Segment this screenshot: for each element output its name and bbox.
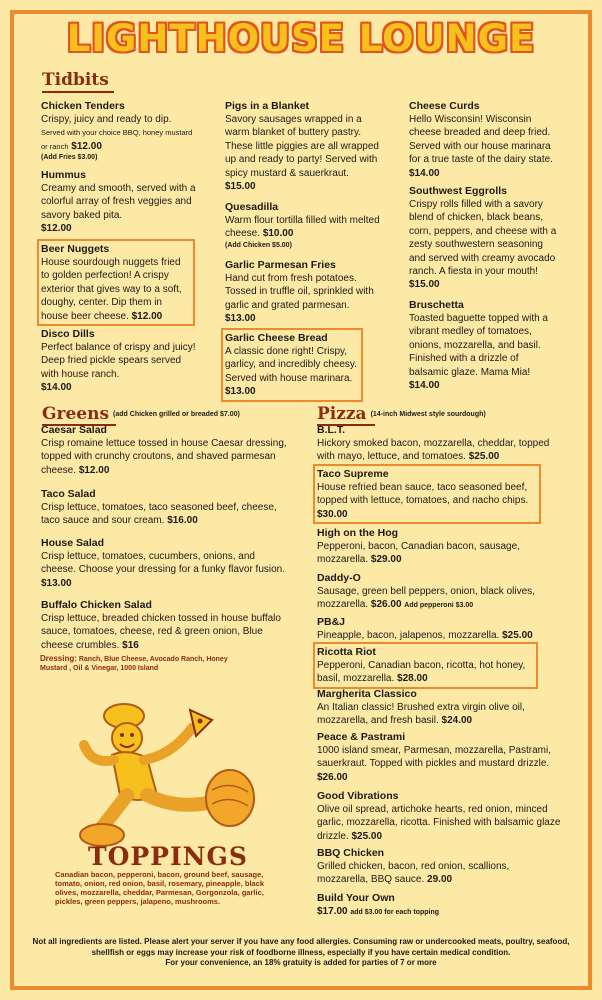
item-name: Garlic Parmesan Fries: [225, 259, 336, 271]
menu-item-build-your-own-pizza: [317, 891, 567, 919]
section-greens: [42, 404, 240, 425]
menu-title: LIGHTHOUSE LOUNGE: [66, 17, 536, 60]
menu-item-garlic-cheese-bread: [221, 328, 363, 402]
item-price: $25.00: [351, 830, 383, 842]
item-desc: Crisp lettuce, tomatoes, taco seasoned beef, cheese, taco sauce and sour cream.: [41, 502, 277, 527]
item-price: $16: [122, 639, 139, 651]
item-price: $14.00: [41, 382, 72, 394]
item-extra: (Add Fries $3.00): [41, 154, 98, 162]
section-label: Greens: [42, 404, 110, 424]
item-desc: Creamy and smooth, served with a colorful array of fresh veggies and savory baked pita.: [41, 183, 196, 221]
item-name: Southwest Eggrolls: [409, 185, 508, 197]
item-name: Taco Salad: [41, 488, 96, 500]
item-name: House Salad: [41, 537, 105, 549]
item-name: Garlic Cheese Bread: [225, 332, 328, 344]
item-desc: Hand cut from fresh potatoes. Tossed in truffle oil, sprinkled with garlic and grated parmesan.: [225, 273, 374, 311]
item-price: $26.00: [370, 599, 402, 611]
item-desc: Pepperoni, bacon, Canadian bacon, sausage, mozzarella.: [317, 541, 520, 566]
item-desc: Crisp lettuce, tomatoes, cucumbers, onions, and cheese. Choose your dressing for a funky flavor fusion.: [41, 551, 286, 576]
menu-item-good-vibrations-pizza: [317, 789, 567, 843]
item-desc: Crispy rolls filled with a savory blend of chicken, black beans, corn, peppers, and cheese with a zesty southwestern seasoning and served with creamy avocado ranch. A fiesta in your mouth!: [409, 199, 557, 278]
item-price: $15.00: [225, 181, 256, 193]
item-name: Buffalo Chicken Salad: [41, 599, 152, 611]
item-desc: Sausage, green bell peppers, onion, black olives, mozzarella.: [317, 586, 535, 611]
item-price: $13.00: [225, 386, 256, 398]
item-price: $12.00: [71, 140, 102, 152]
menu-item-bruschetta: [409, 298, 559, 392]
menu-item-beer-nuggets: [37, 239, 195, 326]
item-name: Bruschetta: [409, 299, 464, 311]
item-name: PB&J: [317, 616, 346, 628]
menu-item-ricotta-riot-pizza: [313, 642, 538, 689]
toppings-title: TOPPINGS: [88, 842, 248, 871]
menu-item-house-salad: [41, 536, 291, 590]
item-desc: Crisp romaine lettuce tossed in house Caesar dressing, topped with crunchy croutons, and shaved parmesan cheese.: [41, 438, 287, 476]
item-desc: Grilled chicken, bacon, red onion, scallions, mozzarella, BBQ sauce.: [317, 861, 510, 886]
item-name: Disco Dills: [41, 328, 95, 340]
menu-item-high-on-the-hog-pizza: [317, 526, 557, 567]
menu-item-peace-pastrami-pizza: [317, 730, 557, 784]
item-desc: Hickory smoked bacon, mozzarella, cheddar, topped with mayo, lettuce, and tomatoes.: [317, 438, 550, 463]
toppings-list: Canadian bacon, pepperoni, bacon, ground beef, sausage, tomato, onion, red onion, basil, rosemary, pineapple, black olives, mozzarella, cheddar, Parmesan, Gorgonzola, garlic, pickles, green peppers, jalapeno, mushrooms.: [55, 870, 265, 906]
item-name: Chicken Tenders: [41, 100, 125, 112]
item-price: $29.00: [370, 554, 402, 566]
item-name: BBQ Chicken: [317, 847, 385, 859]
item-desc: Warm flour tortilla filled with melted cheese.: [225, 215, 380, 240]
menu-item-chicken-tenders: [41, 99, 201, 163]
menu-item-hummus: [41, 168, 196, 236]
item-price: $17.00: [317, 906, 348, 917]
item-desc: Pineapple, bacon, jalapenos, mozzarella.: [317, 630, 500, 641]
item-price: $13.00: [41, 577, 72, 589]
dressing-label: Dressing:: [40, 654, 77, 663]
section-label: Pizza: [317, 404, 367, 424]
item-sub: Served with your choice BBQ, honey mustard or ranch: [41, 128, 193, 151]
menu-item-taco-salad: [41, 487, 291, 528]
item-name: Margherita Classico: [317, 688, 417, 700]
item-desc: Hello Wisconsin! Wisconsin cheese breaded and deep fried. Served with our house marinara for a true taste of the dairy state.: [409, 114, 553, 166]
item-price: $15.00: [409, 279, 440, 291]
menu-item-buffalo-chicken-salad: [41, 598, 291, 652]
item-name: Quesadilla: [225, 201, 279, 213]
item-name: High on the Hog: [317, 527, 399, 539]
menu-item-disco-dills: [41, 327, 196, 395]
item-price: $16.00: [167, 515, 198, 527]
item-price: $12.00: [41, 223, 72, 235]
menu-item-taco-supreme-pizza: [313, 464, 541, 524]
item-price: $14.00: [409, 167, 440, 179]
section-label: Tidbits: [42, 70, 109, 90]
item-price: $12.00: [78, 464, 110, 476]
item-price: $24.00: [441, 715, 473, 727]
item-extra: (Add Chicken $5.00): [225, 241, 292, 249]
menu-item-cheese-curds: [409, 99, 559, 180]
item-price: $10.00: [262, 228, 294, 240]
menu-item-bbq-chicken-pizza: [317, 846, 557, 887]
item-desc: House sourdough nuggets fried to golden perfection! A crispy exterior that gives way to a soft, doughy, center. Dip them in house beer cheese.: [41, 257, 182, 322]
disclaimer-text: Not all ingredients are listed. Please alert your server if you have any food allergies. Consuming raw or undercooked meats, poultry, seafood, shellfish or eggs may increase your risk of foodborne illness, especially if you have certain medical condition.: [32, 937, 570, 957]
item-desc: 1000 island smear, Parmesan, mozzarella, Pastrami, sauerkraut. Topped with pickles and mustard drizzle.: [317, 745, 551, 770]
item-name: Ricotta Riot: [317, 646, 376, 658]
section-underline: [42, 91, 114, 93]
allergy-disclaimer: [30, 937, 572, 969]
item-desc: House refried bean sauce, taco seasoned beef, topped with lettuce, tomatoes, and nacho chips.: [317, 482, 529, 507]
menu-item-margherita-pizza: [317, 687, 557, 728]
item-desc: An Italian classic! Brushed extra virgin olive oil, mozzarella, and fresh basil.: [317, 702, 525, 727]
item-name: Caesar Salad: [41, 424, 107, 436]
item-desc: Crispy, juicy and ready to dip.: [41, 114, 172, 125]
section-tidbits: [42, 70, 109, 90]
item-desc: Crisp lettuce, breaded chicken tossed in house buffalo sauce, tomatoes, cheese, red & green onion, Blue cheese crumbles.: [41, 613, 281, 651]
item-price: $25.00: [502, 630, 533, 641]
item-price: $26.00: [317, 771, 348, 783]
menu-item-pbj-pizza: [317, 615, 567, 642]
menu-item-quesadilla: [225, 200, 380, 251]
item-price: $25.00: [468, 451, 500, 463]
item-desc: Pepperoni, Canadian bacon, ricotta, hot honey, basil, mozzarella.: [317, 660, 526, 685]
menu-item-garlic-parmesan-fries: [225, 258, 380, 326]
menu-item-daddy-o-pizza: [317, 571, 567, 613]
item-desc: A classic done right! Crispy, garlicy, and incredibly cheesy. Served with house marinara.: [225, 346, 357, 384]
item-price: $12.00: [131, 310, 163, 322]
dressing-list: Ranch, Blue Cheese, Avocado Ranch, Honey Mustard , Oil & Vinegar, 1000 Island: [40, 656, 228, 672]
dancing-chef-mascot-icon: [72, 700, 262, 850]
menu-item-blt-pizza: [317, 423, 567, 464]
item-name: Peace & Pastrami: [317, 731, 406, 743]
item-price: $30.00: [317, 508, 348, 520]
item-name: Good Vibrations: [317, 790, 399, 802]
section-pizza: [317, 404, 486, 425]
item-name: Build Your Own: [317, 892, 395, 904]
menu-item-southwest-eggrolls: [409, 184, 559, 292]
item-price: $28.00: [397, 673, 428, 685]
item-price: $13.00: [225, 313, 256, 325]
item-name: B.L.T.: [317, 424, 345, 436]
item-price: $14.00: [409, 380, 440, 392]
item-name: Beer Nuggets: [41, 243, 110, 255]
dressing-options: [40, 654, 250, 673]
item-name: Daddy-O: [317, 572, 361, 584]
gratuity-note: For your convenience, an 18% gratuity is added for parties of 7 or more: [165, 958, 437, 968]
section-note: (14-inch Midwest style sourdough): [370, 410, 486, 418]
item-name: Taco Supreme: [317, 468, 389, 480]
item-desc: Savory sausages wrapped in a warm blanket of buttery pastry. These little piggies are all wrapped up and ready to party! Served with spicy mustard & sauerkraut.: [225, 114, 379, 179]
item-extra: Add pepperoni $3.00: [404, 602, 474, 610]
item-desc: Olive oil spread, artichoke hearts, red onion, minced garlic, mozzarella, ricotta. Finished with balsamic glaze drizzle.: [317, 804, 561, 842]
menu-item-pigs-in-a-blanket: [225, 99, 380, 193]
item-name: Cheese Curds: [409, 100, 480, 112]
item-desc: Perfect balance of crispy and juicy! Deep fried pickle spears served with house ranch.: [41, 342, 196, 380]
item-name: Hummus: [41, 169, 86, 181]
menu-item-caesar-salad: [41, 423, 291, 477]
item-price: 29.00: [427, 874, 453, 886]
item-name: Pigs in a Blanket: [225, 100, 310, 112]
item-extra: add $3.00 for each topping: [350, 909, 440, 916]
section-note: (add Chicken grilled or breaded $7.00): [113, 410, 240, 418]
item-desc: Toasted baguette topped with a vibrant medley of tomatoes, onions, mozzarella, and basil. Finished with a drizzle of balsamic glaze. Mama Mia!: [409, 313, 548, 378]
